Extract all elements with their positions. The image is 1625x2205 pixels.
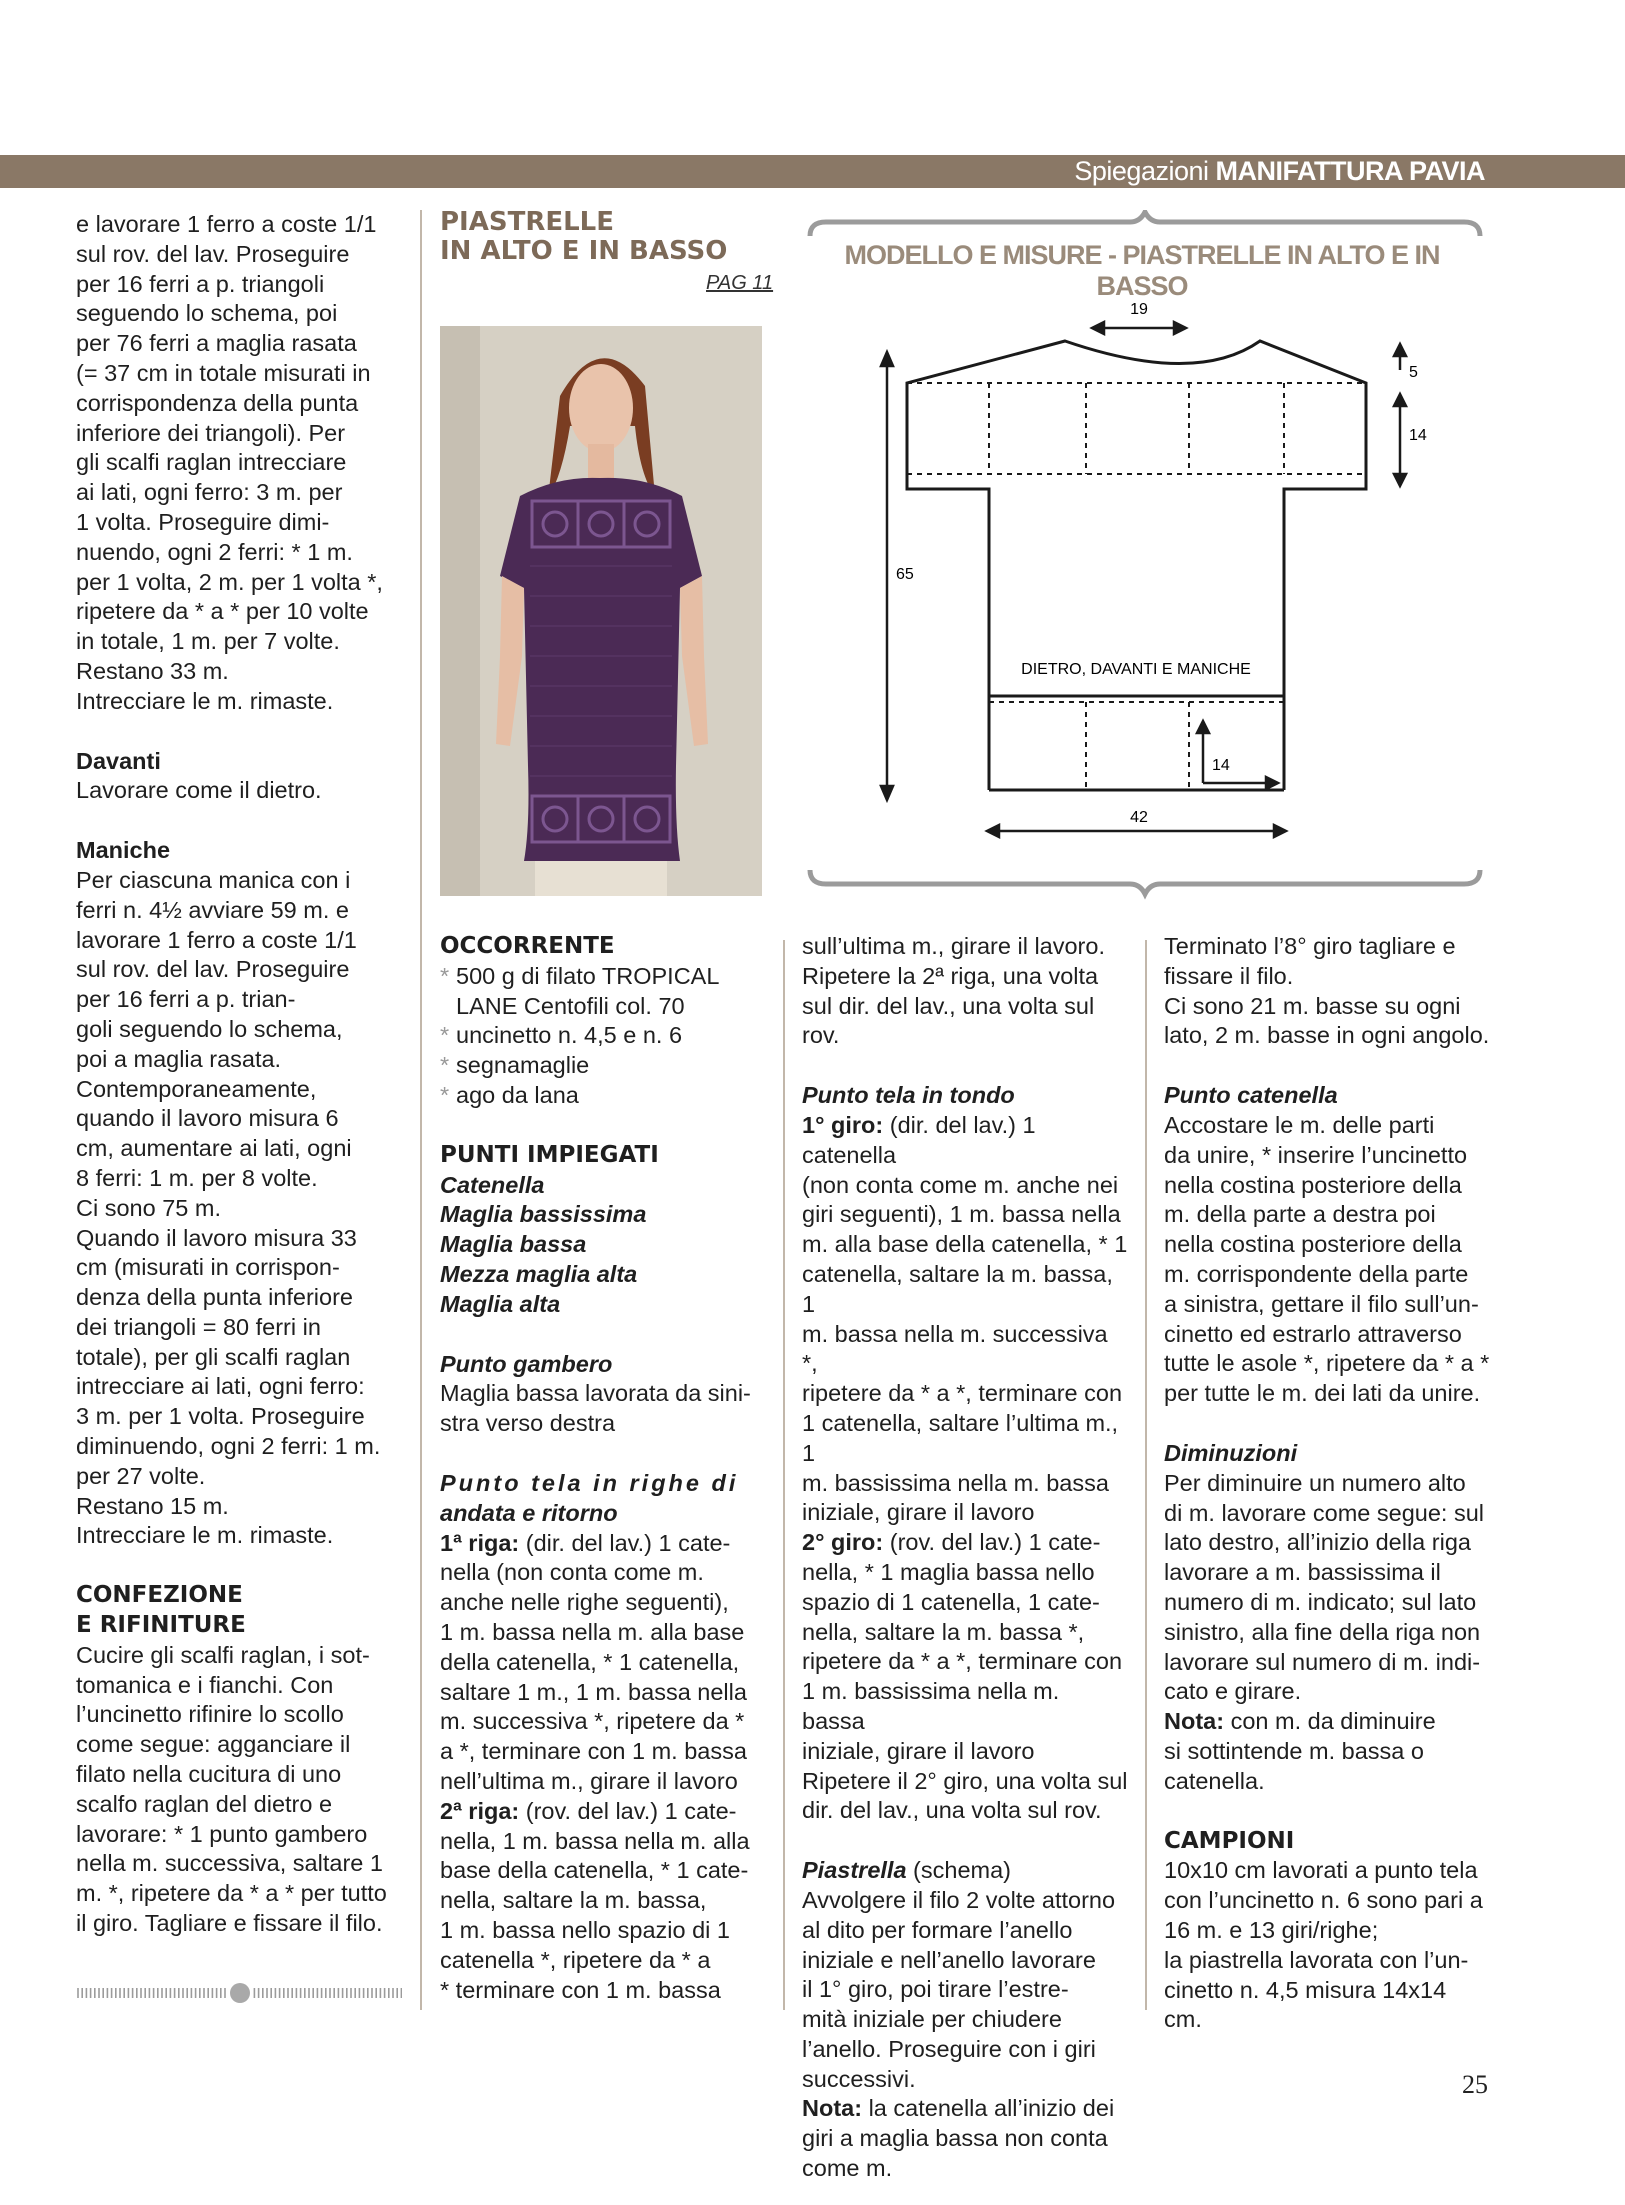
materials-text: 500 g di filato TROPICAL <box>456 962 720 989</box>
heading-confezione-2: E RIFINITURE <box>76 1612 246 1639</box>
text-line: nella costina posteriore della <box>1164 1171 1462 1198</box>
text-line: seguendo lo schema, poi <box>76 300 338 327</box>
text-line <box>1164 1707 1490 1737</box>
text-line: Restano 33 m. <box>76 657 229 684</box>
subheading-davanti: Davanti <box>76 747 161 774</box>
text-line: successivi. <box>802 2065 916 2092</box>
inline-label: 2° giro: <box>802 1529 884 1556</box>
column-rule <box>420 210 422 2010</box>
text-line: come segue: agganciare il <box>76 1731 351 1758</box>
text-line: il 1° giro, poi tirare l’estre- <box>802 1976 1069 2003</box>
body-paragraph <box>802 932 1128 1051</box>
bracket-top <box>810 212 1480 236</box>
text-line: m. corrispondente della parte <box>1164 1260 1469 1287</box>
model-illustration <box>440 326 762 896</box>
text-line: 10x10 cm lavorati a punto tela <box>1164 1857 1478 1884</box>
text-line: intrecciare ai lati, ogni ferro: <box>76 1373 365 1400</box>
text-line: stra verso destra <box>440 1410 616 1437</box>
text-line: al dito per formare l’anello <box>802 1916 1073 1943</box>
text-line: Per ciascuna manica con i <box>76 866 351 893</box>
text-line: ripetere da * a *, terminare con <box>802 1648 1123 1675</box>
bullet-icon: * <box>440 962 450 989</box>
text-line: m. alla base della catenella, * 1 <box>802 1231 1128 1258</box>
text-line: per 76 ferri a maglia rasata <box>76 330 357 357</box>
stitch-item: Mezza maglia alta <box>440 1260 638 1287</box>
text-line: dir. del lav., una volta sul rov. <box>802 1797 1102 1824</box>
inline-label: Nota: <box>1164 1708 1225 1735</box>
text-line: lavorare 1 ferro a coste 1/1 <box>76 926 357 953</box>
text-line: Ci sono 21 m. basse su ogni <box>1164 992 1461 1019</box>
materials-text: ago da lana <box>456 1081 579 1108</box>
column-rule <box>1145 940 1147 2010</box>
progress-marker <box>230 1983 250 2003</box>
schematic-diagram <box>800 210 1490 900</box>
column-3 <box>802 932 1128 2184</box>
subheading-tela-righe: Punto tela in righe di <box>440 1469 739 1496</box>
text-line: in totale, 1 m. per 7 volte. <box>76 628 340 655</box>
text-line: quando il lavoro misura 6 <box>76 1105 339 1132</box>
text-line: cm, aumentare ai lati, ogni <box>76 1135 352 1162</box>
text-line: fissare il filo. <box>1164 962 1294 989</box>
text-line: a *, terminare con 1 m. bassa <box>440 1738 747 1765</box>
dim-width: 42 <box>1130 809 1148 826</box>
stitch-item: Maglia alta <box>440 1290 561 1317</box>
inline-label: 1ª riga: <box>440 1529 520 1556</box>
text-line: Per diminuire un numero alto <box>1164 1469 1466 1496</box>
text-line: ripetere da * a * per 10 volte <box>76 598 369 625</box>
dim-sleeve: 14 <box>1409 427 1427 444</box>
text-line: m. *, ripetere da * a * per tutto <box>76 1880 387 1907</box>
text-line: giri a maglia bassa non conta <box>802 2125 1108 2152</box>
stitch-item: Maglia bassa <box>440 1231 587 1258</box>
stitch-list <box>440 1171 766 1320</box>
text-line: nella, * 1 maglia bassa nello <box>802 1558 1095 1585</box>
text-line: sinistro, alla fine della riga non <box>1164 1618 1481 1645</box>
text-line: poi a maglia rasata. <box>76 1045 282 1072</box>
text-line: 16 m. e 13 giri/righe; <box>1164 1916 1379 1943</box>
materials-item <box>440 992 766 1022</box>
text-line: ai lati, ogni ferro: 3 m. per <box>76 479 343 506</box>
text-line: lavorare: * 1 punto gambero <box>76 1820 368 1847</box>
text-line: Intrecciare le m. rimaste. <box>76 687 334 714</box>
text-line: nella, saltare la m. bassa, <box>440 1887 707 1914</box>
text-line: Intrecciare le m. rimaste. <box>76 1522 334 1549</box>
page-number: 25 <box>1462 2070 1488 2099</box>
subheading-maniche: Maniche <box>76 837 171 864</box>
text-line: Cucire gli scalfi raglan, i sot- <box>76 1641 370 1668</box>
text-line: 3 m. per 1 volta. Proseguire <box>76 1403 365 1430</box>
text-line: base della catenella, * 1 cate- <box>440 1857 749 1884</box>
text-line <box>440 1529 766 1559</box>
heading-campioni: CAMPIONI <box>1164 1827 1295 1854</box>
text-line: Ripetere il 2° giro, una volta sul <box>802 1767 1128 1794</box>
text-line: tutte le asole *, ripetere da * a * <box>1164 1350 1490 1377</box>
text-line: Maglia bassa lavorata da sini- <box>440 1380 751 1407</box>
text-line: iniziale, girare il lavoro <box>802 1499 1035 1526</box>
section-title: MANIFATTURA PAVIA <box>1215 156 1485 186</box>
body-paragraph <box>76 866 402 1551</box>
article-title-line: PIASTRELLE <box>440 207 614 237</box>
text-line <box>802 1528 1128 1558</box>
text-line: Avvolgere il filo 2 volte attorno <box>802 1886 1116 1913</box>
text-line: iniziale, girare il lavoro <box>802 1737 1035 1764</box>
text-line: di m. lavorare come segue: sul <box>1164 1499 1485 1526</box>
text-line: lavorare a m. bassissima il <box>1164 1559 1441 1586</box>
tile-grid-top <box>907 383 1366 474</box>
text-line: per tutte le m. dei lati da unire. <box>1164 1380 1481 1407</box>
text-line: mità iniziale per chiudere <box>802 2006 1062 2033</box>
text-line: Accostare le m. delle parti <box>1164 1111 1435 1138</box>
body-paragraph <box>1164 1111 1490 1409</box>
text-line: denza della punta inferiore <box>76 1284 353 1311</box>
text-line: lavorare sul numero di m. indi- <box>1164 1648 1481 1675</box>
text-line: per 16 ferri a p. triangoli <box>76 270 325 297</box>
inline-label: 1° giro: <box>802 1111 884 1138</box>
text-line: nella costina posteriore della <box>1164 1231 1462 1258</box>
article-title-line: IN ALTO E IN BASSO <box>440 236 728 266</box>
inline-text: (dir. del lav.) 1 catenella <box>802 1111 1036 1168</box>
text-line: 8 ferri: 1 m. per 8 volte. <box>76 1164 318 1191</box>
text-line: gli scalfi raglan intrecciare <box>76 449 347 476</box>
text-line: iniziale e nell’anello lavorare <box>802 1946 1096 1973</box>
body-paragraph <box>1164 1469 1490 1707</box>
text-line: cato e girare. <box>1164 1678 1302 1705</box>
inline-label: 2ª riga: <box>440 1797 520 1824</box>
text-line: sul rov. del lav. Proseguire <box>76 240 350 267</box>
subheading-catenella: Punto catenella <box>1164 1082 1338 1109</box>
piastrella-suffix: (schema) <box>906 1857 1011 1884</box>
column-1 <box>76 210 402 1939</box>
text-line: Contemporaneamente, <box>76 1075 317 1102</box>
inline-text: la catenella all’inizio dei <box>862 2095 1115 2122</box>
text-line: totale), per gli scalfi raglan <box>76 1343 351 1370</box>
text-line: sul rov. del lav. Proseguire <box>76 956 350 983</box>
column-4 <box>1164 932 1490 2035</box>
text-line: diminuendo, ogni 2 ferri: 1 m. <box>76 1433 381 1460</box>
body-paragraph <box>802 1886 1128 2095</box>
text-line: 1 m. bassissima nella m. bassa <box>802 1678 1060 1734</box>
text-line: catenella. <box>1164 1767 1265 1794</box>
body-paragraph <box>802 1111 1128 1528</box>
dimension-arrows <box>881 322 1406 837</box>
inline-text: (rov. del lav.) 1 cate- <box>519 1797 737 1824</box>
dim-tile: 14 <box>1212 757 1230 774</box>
text-line: m. successiva *, ripetere da * <box>440 1708 745 1735</box>
text-line: l’anello. Proseguire con i giri <box>802 2035 1096 2062</box>
text-line: catenella, saltare la m. bassa, 1 <box>802 1260 1113 1317</box>
text-line: numero di m. indicato; sul lato <box>1164 1588 1477 1615</box>
body-paragraph: Lavorare come il dietro. <box>76 777 322 804</box>
dim-neck: 19 <box>1130 301 1148 318</box>
text-line: nell’ultima m., girare il lavoro <box>440 1767 738 1794</box>
page-progress-indicator <box>76 1983 402 2003</box>
materials-item <box>440 962 766 992</box>
piastrella-label: Piastrella <box>802 1857 907 1884</box>
text-line: nella m. successiva, saltare 1 <box>76 1850 383 1877</box>
text-line: si sottintende m. bassa o <box>1164 1737 1424 1764</box>
text-line: cinetto n. 4,5 misura 14x14 cm. <box>1164 1976 1447 2033</box>
body-paragraph <box>802 1528 1128 1826</box>
heading-confezione: CONFEZIONE <box>76 1582 243 1609</box>
tile-grid-bottom <box>989 702 1284 790</box>
schematic-title: MODELLO E MISURE - PIASTRELLE IN ALTO E IN BASSO <box>844 240 1440 301</box>
column-2 <box>440 932 766 2005</box>
text-line: goli seguendo lo schema, <box>76 1015 343 1042</box>
text-line: scalfo raglan del dietro e <box>76 1790 333 1817</box>
text-line: per 16 ferri a p. trian- <box>76 986 296 1013</box>
body-paragraph <box>1164 932 1490 1051</box>
text-line: per 1 volta, 2 m. per 1 volta *, <box>76 568 383 595</box>
text-line: 1 m. bassa nello spazio di 1 <box>440 1916 730 1943</box>
text-line: nella, saltare la m. bassa *, <box>802 1618 1085 1645</box>
subheading-diminuzioni: Diminuzioni <box>1164 1439 1298 1466</box>
text-line: corrispondenza della punta <box>76 389 359 416</box>
text-line <box>440 1797 766 1827</box>
materials-item <box>440 1051 766 1081</box>
text-line: dei triangoli = 80 ferri in <box>76 1313 321 1340</box>
text-line: Quando il lavoro misura 33 <box>76 1224 357 1251</box>
section-header <box>1074 155 1485 188</box>
text-line: sul dir. del lav., una volta sul rov. <box>802 992 1095 1049</box>
bullet-icon: * <box>440 1052 450 1079</box>
text-line: della catenella, * 1 catenella, <box>440 1648 740 1675</box>
text-line: Terminato l’8° giro tagliare e <box>1164 933 1456 959</box>
model-photo <box>440 326 762 896</box>
stitch-item: Maglia bassissima <box>440 1201 647 1228</box>
heading-punti: PUNTI IMPIEGATI <box>440 1141 659 1168</box>
text-line: m. della parte a destra poi <box>1164 1201 1436 1228</box>
text-line: * terminare con 1 m. bassa <box>440 1976 721 2003</box>
stitch-item: Catenella <box>440 1171 545 1198</box>
materials-text: segnamaglie <box>456 1052 590 1079</box>
dim-length: 65 <box>896 566 914 583</box>
text-line: lato, 2 m. basse in ogni angolo. <box>1164 1022 1490 1049</box>
subheading-tela-righe-2: andata e ritorno <box>440 1499 618 1526</box>
materials-list <box>440 962 766 1111</box>
body-paragraph <box>440 1379 766 1439</box>
text-line: giri seguenti), 1 m. bassa nella <box>802 1201 1121 1228</box>
garment-outline <box>907 341 1366 696</box>
text-line: per 27 volte. <box>76 1462 206 1489</box>
bullet-icon: * <box>440 1081 450 1108</box>
text-line: tomanica e i fianchi. Con <box>76 1671 334 1698</box>
body-paragraph <box>440 1529 766 1797</box>
text-line: Ci sono 75 m. <box>76 1194 221 1221</box>
bracket-bottom <box>810 870 1480 894</box>
article-title <box>440 208 766 266</box>
text-line: da unire, * inserire l’uncinetto <box>1164 1141 1468 1168</box>
subheading-gambero: Punto gambero <box>440 1350 613 1377</box>
body-paragraph <box>1164 1856 1490 2035</box>
bullet-icon: * <box>440 1022 450 1049</box>
text-line: anche nelle righe seguenti), <box>440 1589 729 1616</box>
body-paragraph <box>440 1797 766 2006</box>
body-paragraph <box>76 210 402 717</box>
text-line: Ripetere la 2ª riga, una volta <box>802 962 1099 989</box>
text-line: cm (misurati in corrispon- <box>76 1254 340 1281</box>
text-line: spazio di 1 catenella, 1 cate- <box>802 1588 1100 1615</box>
inline-text: con m. da diminuire <box>1224 1708 1436 1735</box>
dim-top-right: 5 <box>1409 364 1418 381</box>
text-line: m. bassissima nella m. bassa <box>802 1469 1109 1496</box>
text-line: come m. <box>802 2155 893 2182</box>
text-line: filato nella cucitura di uno <box>76 1761 342 1788</box>
text-line: (non conta come m. anche nei <box>802 1171 1119 1198</box>
text-line: 1 m. bassa nella m. alla base <box>440 1618 745 1645</box>
text-line: cinetto ed estrarlo attraverso <box>1164 1320 1462 1347</box>
text-line <box>802 2094 1128 2124</box>
text-line: nuendo, ogni 2 ferri: * 1 m. <box>76 538 353 565</box>
body-paragraph <box>1164 1707 1490 1796</box>
text-line: catenella *, ripetere da * a <box>440 1946 711 1973</box>
subheading-tela-tondo: Punto tela in tondo <box>802 1082 1015 1109</box>
column-rule <box>783 940 785 2010</box>
materials-text: LANE Centofili col. 70 <box>456 992 685 1019</box>
text-line: l’uncinetto rifinire lo scollo <box>76 1701 344 1728</box>
page-reference: PAG 11 <box>706 272 774 294</box>
text-line: la piastrella lavorata con l’un- <box>1164 1946 1469 1973</box>
materials-item <box>440 1021 766 1051</box>
text-line: il giro. Tagliare e fissare il filo. <box>76 1910 383 1937</box>
text-line: inferiore dei triangoli). Per <box>76 419 346 446</box>
body-paragraph <box>802 2094 1128 2183</box>
heading-occorrente: OCCORRENTE <box>440 933 615 959</box>
body-paragraph <box>76 1641 402 1939</box>
text-line: 1 volta. Proseguire dimi- <box>76 508 330 535</box>
inline-text: (dir. del lav.) 1 cate- <box>519 1529 731 1556</box>
text-line: (= 37 cm in totale misurati in <box>76 359 371 386</box>
materials-text: uncinetto n. 4,5 e n. 6 <box>456 1022 683 1049</box>
text-line: Restano 15 m. <box>76 1492 229 1519</box>
materials-item <box>440 1081 766 1111</box>
text-line: con l’uncinetto n. 6 sono pari a <box>1164 1887 1483 1914</box>
text-line: m. bassa nella m. successiva *, <box>802 1320 1108 1377</box>
text-line: e lavorare 1 ferro a coste 1/1 <box>76 211 377 237</box>
text-line: lato destro, all’inizio della riga <box>1164 1529 1471 1556</box>
header-bar <box>0 155 1625 188</box>
subheading-piastrella <box>802 1856 1128 1886</box>
inline-text: (rov. del lav.) 1 cate- <box>883 1529 1101 1556</box>
text-line: 1 catenella, saltare l’ultima m., 1 <box>802 1409 1119 1466</box>
text-line: a sinistra, gettare il filo sull’un- <box>1164 1290 1479 1317</box>
text-line: saltare 1 m., 1 m. bassa nella <box>440 1678 747 1705</box>
inline-label: Nota: <box>802 2095 863 2122</box>
text-line: nella (non conta come m. <box>440 1559 704 1586</box>
piece-label: DIETRO, DAVANTI E MANICHE <box>1021 661 1251 678</box>
text-line: ferri n. 4½ avviare 59 m. e <box>76 896 349 923</box>
text-line: sull’ultima m., girare il lavoro. <box>802 933 1105 959</box>
section-prefix: Spiegazioni <box>1074 156 1209 186</box>
text-line: nella, 1 m. bassa nella m. alla <box>440 1827 750 1854</box>
text-line: ripetere da * a *, terminare con <box>802 1380 1123 1407</box>
text-line <box>802 1111 1128 1171</box>
